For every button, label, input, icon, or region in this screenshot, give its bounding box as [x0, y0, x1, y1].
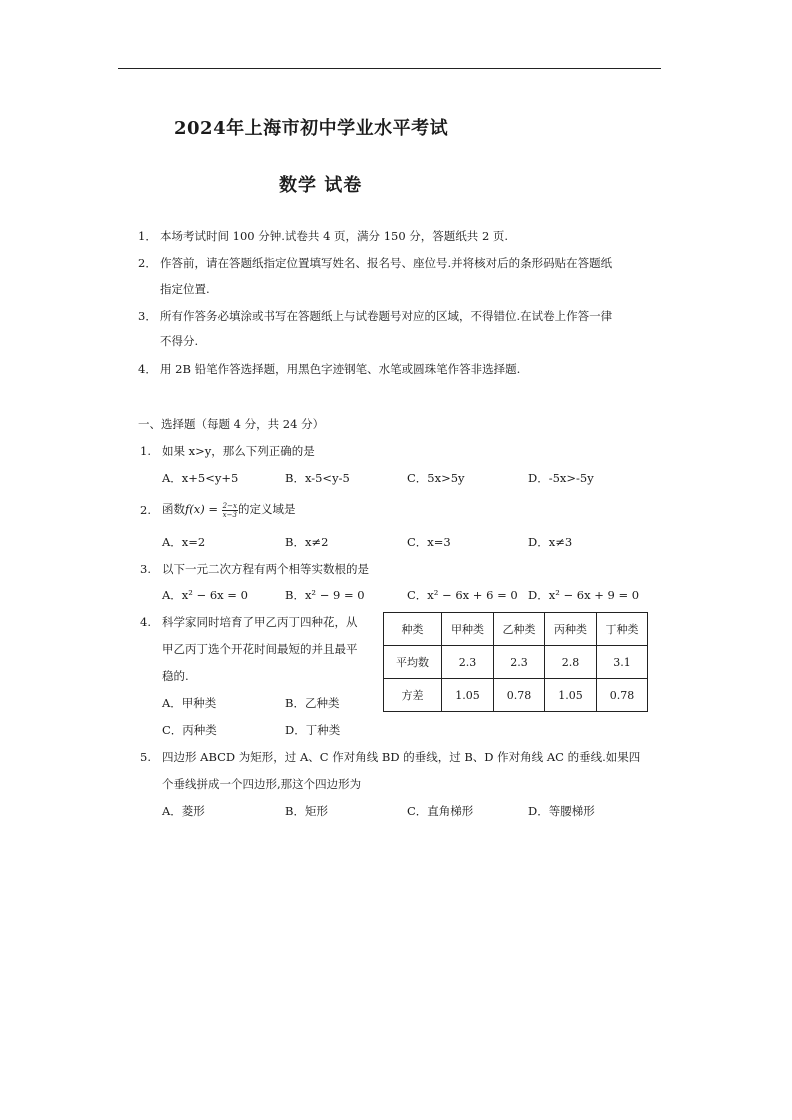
- instruction-4-text: 用 2B 铅笔作答选择题，用黑色字迹钢笔、水笔或圆珠笔作答非选择题.: [160, 362, 521, 376]
- q4-number: 4.: [140, 615, 151, 629]
- q5-option-d: D．等腰梯形: [528, 804, 595, 818]
- q1-option-b: B．x-5<y-5: [285, 471, 350, 485]
- q5-option-b: B．矩形: [285, 804, 328, 818]
- q3-option-b: B．x² − 9 = 0: [285, 588, 365, 602]
- q3-option-d: D．x² − 6x + 9 = 0: [528, 588, 640, 602]
- q2-option-c: C．x=3: [407, 535, 451, 549]
- q3-stem: 以下一元二次方程有两个相等实数根的是: [162, 562, 369, 576]
- table-header-cell: 丙种类: [545, 613, 597, 646]
- q3-number: 3.: [140, 562, 151, 576]
- table-header-cell: 种类: [384, 613, 442, 646]
- q4-stem-line2: 甲乙丙丁选个开花时间最短的并且最平: [162, 642, 358, 656]
- q4-option-c: C．丙种类: [162, 723, 217, 737]
- exam-title: 2024年上海市初中学业水平考试: [174, 118, 449, 139]
- table-row: [384, 646, 648, 679]
- instruction-2-number: 2．: [138, 256, 157, 270]
- q5-option-a: A．菱形: [162, 804, 205, 818]
- q2-function: f(x) =: [185, 502, 222, 516]
- table-row: [384, 679, 648, 712]
- table-cell: 3.1: [597, 646, 648, 679]
- top-rule: [118, 68, 661, 69]
- q5-stem-line1: 四边形 ABCD 为矩形，过 A、C 作对角线 BD 的垂线，过 B、D 作对角线 AC 的垂线.如果四: [162, 750, 641, 764]
- q2-fraction-numerator: 2−x: [222, 501, 237, 510]
- q2-option-b: B．x≠2: [285, 535, 329, 549]
- q4-stem-line1: 科学家同时培育了甲乙丙丁四种花，从: [162, 615, 358, 629]
- instruction-2-text-line1: 作答前，请在答题纸指定位置填写姓名、报名号、座位号.并将核对后的条形码贴在答题纸: [160, 256, 613, 270]
- instruction-3-text-line2: 不得分.: [160, 334, 199, 348]
- table-cell: 1.05: [545, 679, 597, 712]
- table-header-cell: 甲种类: [442, 613, 494, 646]
- q2-fraction: [222, 502, 238, 519]
- table-cell: 平均数: [384, 646, 442, 679]
- q5-stem-line2: 个垂线拼成一个四边形,那这个四边形为: [162, 777, 362, 791]
- table-cell: 2.3: [442, 646, 494, 679]
- table-cell: 0.78: [494, 679, 545, 712]
- table-header-cell: 乙种类: [494, 613, 545, 646]
- table-cell: 0.78: [597, 679, 648, 712]
- instruction-2-text-line2: 指定位置.: [160, 282, 210, 296]
- table-header-cell: 丁种类: [597, 613, 648, 646]
- table-cell: 2.3: [494, 646, 545, 679]
- q2-number: 2.: [140, 503, 151, 517]
- instruction-3-text-line1: 所有作答务必填涂或书写在答题纸上与试卷题号对应的区域，不得错位.在试卷上作答一律: [160, 309, 613, 323]
- q5-option-c: C．直角梯形: [407, 804, 474, 818]
- flower-stats-table: [383, 612, 648, 712]
- q2-option-a: A．x=2: [162, 535, 206, 549]
- q2-fraction-denominator: x−3: [222, 510, 237, 519]
- q4-option-d: D．丁种类: [285, 723, 341, 737]
- paper-subtitle: 数学 试卷: [279, 175, 363, 196]
- instruction-4-number: 4．: [138, 362, 157, 376]
- section-heading: 一、选择题（每题 4 分，共 24 分）: [138, 417, 325, 431]
- table-cell: 2.8: [545, 646, 597, 679]
- table-cell: 1.05: [442, 679, 494, 712]
- q1-option-c: C．5x>5y: [407, 471, 465, 485]
- table-cell: 方差: [384, 679, 442, 712]
- q2-option-d: D．x≠3: [528, 535, 573, 549]
- instruction-1-number: 1．: [138, 229, 157, 243]
- q3-option-a: A．x² − 6x = 0: [162, 588, 248, 602]
- q4-option-b: B．乙种类: [285, 696, 340, 710]
- q3-option-c: C．x² − 6x + 6 = 0: [407, 588, 518, 602]
- q1-option-d: D．-5x>-5y: [528, 471, 594, 485]
- q2-stem-prefix: 函数: [162, 502, 185, 516]
- q4-stem-line3: 稳的.: [162, 669, 189, 683]
- q1-option-a: A．x+5<y+5: [162, 471, 239, 485]
- q1-number: 1.: [140, 444, 151, 458]
- q2-stem: [162, 498, 295, 520]
- q2-stem-suffix: 的定义域是: [237, 502, 296, 516]
- instruction-1-text: 本场考试时间 100 分钟.试卷共 4 页，满分 150 分，答题纸共 2 页.: [160, 229, 509, 243]
- q4-option-a: A．甲种类: [162, 696, 217, 710]
- instruction-3-number: 3．: [138, 309, 157, 323]
- table-header-row: [384, 613, 648, 646]
- q1-stem: 如果 x>y，那么下列正确的是: [162, 444, 315, 458]
- q5-number: 5.: [140, 750, 151, 764]
